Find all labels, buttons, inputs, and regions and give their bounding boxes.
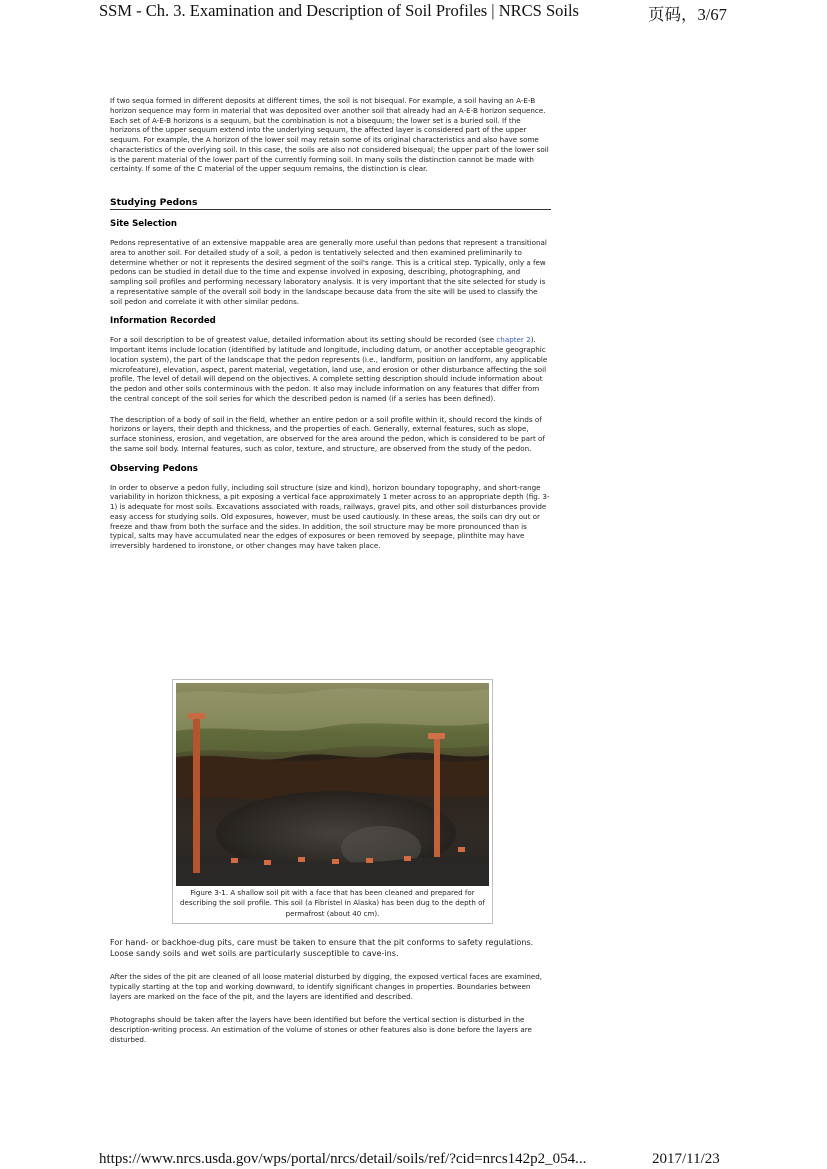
safety-paragraph: For hand- or backhoe-dug pits, care must be taken to ensure that the pit conforms to safety regulations. Loose sandy soils and wet soils are particularly susceptible to cave-ins. xyxy=(110,937,534,958)
section-heading-studying-pedons: Studying Pedons xyxy=(110,197,551,210)
page-header xyxy=(0,0,827,22)
document-title: SSM - Ch. 3. Examination and Description of Soil Profiles | NRCS Soils xyxy=(99,1,579,20)
information-recorded-paragraph-2: The description of a body of soil in the field, whether an entire pedon or a soil profile within it, should record the kinds of horizons or layers, their depth and thickness, and the properties of each. Generally, external features, such as slope, surface stoniness, erosion, and vegetation, are observed for the area around the pedon, which is considered to be part of the same soil body. Internal features, such as color, texture, and structure, are observed from the study of the pedon. xyxy=(110,414,545,453)
chapter-2-link[interactable]: chapter 2 xyxy=(496,335,531,345)
print-date: 2017/11/23 xyxy=(652,1151,720,1167)
subheading-site-selection: Site Selection xyxy=(110,219,178,229)
soil-marker-stake-left xyxy=(193,717,200,873)
site-selection-paragraph: Pedons representative of an extensive mappable area are generally more useful than pedons that represent a transitional area to another soil. For detailed study of a soil, a pedon is tentatively selected and then examined preliminarily to determine whether or not it represents the desired segment of the soil's range. This is a critical step. Typically, only a few pedons can be studied in detail due to the time and expense involved in exposing, describing, photographing, and sampling soil profiles and performing necessary laboratory analysis. It is very important that the site selected for study is a representative sample of the overall soil body in the landscape because data from the site will be used to classify the soil pedon and correlate it with other similar pedons. xyxy=(110,238,547,306)
soil-pit-photo xyxy=(176,683,489,886)
pit-examination-paragraph: After the sides of the pit are cleaned of all loose material disturbed by digging, the exposed vertical faces are examined, typically starting at the top and working downward, to identify significant changes in properties. Boundaries between layers are marked on the face of the pit, and the layers are identified and described. xyxy=(110,972,543,1001)
after-figure-content xyxy=(110,937,550,1045)
article-content xyxy=(110,96,550,551)
soil-marker-stake-right xyxy=(434,737,440,857)
information-recorded-paragraph-1 xyxy=(110,335,550,403)
source-url: https://www.nrcs.usda.gov/wps/portal/nrcs/detail/soils/ref/?cid=nrcs142p2_054... xyxy=(99,1151,587,1167)
figure-caption: Figure 3-1. A shallow soil pit with a face that has been cleaned and prepared for describing the soil profile. This soil (a Fibristel in Alaska) has been dug to the depth of permafrost (about 40 cm). xyxy=(180,888,485,918)
subheading-information-recorded: Information Recorded xyxy=(110,316,216,327)
page-footer xyxy=(0,1151,827,1169)
text-segment: ). Important items include location (identified by latitude and longitude, including datum, or another acceptable geographic location system), the part of the landscape that the pedon represents (i.e., landform, position on landform, any applicable microfeature), elevation, aspect, parent material, vegetation, land use, and erosion or other disturbance affecting the soil profile. The level of detail will depend on the objectives. A complete setting description should include information about the pedon and other soils conterminous with the pedon. It also may include information on any features that differ from the central concept of the soil series for which the described pedon is named (if a series has been defined). xyxy=(110,335,548,403)
subheading-observing-pedons: Observing Pedons xyxy=(110,463,198,474)
photographs-paragraph: Photographs should be taken after the layers have been identified but before the vertical section is disturbed in the description-writing process. An estimation of the volume of stones or other features also is done before the layers are disturbed. xyxy=(110,1015,532,1044)
observing-pedons-paragraph: In order to observe a pedon fully, including soil structure (size and kind), horizon boundary topography, and short-range variability in horizon thickness, a pit exposing a vertical face approximately 1 meter across to an appropriate depth (fig. 3-1) is adequate for most soils. Excavations associated with roads, railways, gravel pits, and other soil disturbances provide easy access for studying soils. Old exposures, however, must be used cautiously. In these areas, the soils can dry out or freeze and thaw from both the surface and the sides. In addition, the soil structure may be more pronounced than is typical, salts may have accumulated near the edges of exposures or been removed by seepage, plinthite may have irreversibly hardened to ironstone, or other changes may have taken place. xyxy=(110,482,550,550)
text-segment: For a soil description to be of greatest value, detailed information about its setting should be recorded (see xyxy=(110,335,497,345)
page-number: 页码，3/67 xyxy=(648,5,727,24)
figure-3-1 xyxy=(172,679,493,924)
intro-paragraph: If two sequa formed in different deposits at different times, the soil is not bisequal. For example, a soil having an A-E-B horizon sequence may form in material that was deposited over another soil that already had an A-E-B horizon sequence. Each set of A-E-B horizons is a sequum, but the combination is not a bisequum; the lower set is a buried soil. If the horizons of the upper sequum extend into the underlying sequum, the affected layer is considered part of the upper sequum. For example, the A horizon of the lower soil may retain some of its original characteristics and also have some characteristics of the overlying soil. In this case, the soils are also not considered bisequal; the upper part of the lower soil is the parent material of the lower part of the currently forming soil. In many soils the distinction cannot be made with certainty. If some of the C material of the upper sequum remains, the distinction is clear. xyxy=(110,96,549,174)
